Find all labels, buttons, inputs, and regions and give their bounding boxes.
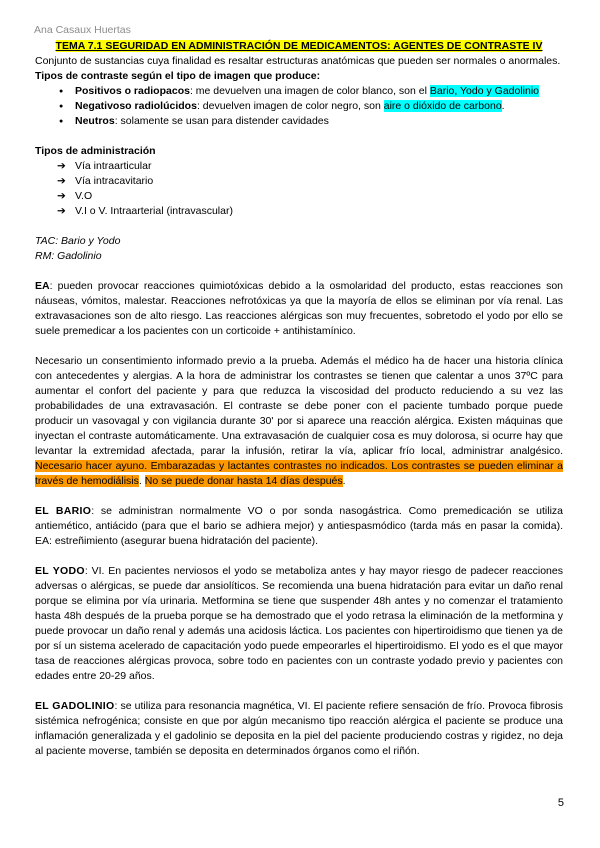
admin-item-text: V.I o V. Intraarterial (intravascular) [75,205,233,217]
modality-tac: TAC: Bario y Yodo [35,235,121,247]
types-heading: Tipos de contraste según el tipo de imagen que produce: [35,70,321,82]
document-page [35,23,563,759]
donation-highlight: No se puede donar hasta 14 días después [144,475,343,487]
ea-text: : pueden provocar reacciones quimiotóxicas debido a la osmolaridad del producto, estas reacciones son náuseas, vómitos, malestar. Reacciones nefrotóxicas ya que la mayoría de ellos se eliminan por vía renal. Las extravasaciones son de alto riesgo. Las reacciones alérgicas son muy frecuentes, sobretodo el yodo por ello se suele premedicar a los pacientes con un corticoide + antihistamínico. [35,280,563,337]
type-highlight: aire o dióxido de carbono [383,100,502,112]
list-item [75,99,563,114]
page-number: 5 [557,797,564,809]
type-tail: . [501,100,505,112]
gadolinio-label: EL GADOLINIO [35,700,115,712]
gadolinio-paragraph [35,699,563,759]
bario-label: EL BARIO [35,505,92,517]
admin-item-text: V.O [75,190,93,202]
arrow-icon: ➔ [57,205,66,217]
type-highlight: Bario, Yodo y Gadolinio [429,85,540,97]
title-block [35,39,563,54]
separator-text: . [138,475,145,487]
list-item [57,189,563,204]
modality-rm: RM: Gadolinio [35,250,102,262]
list-item [57,204,563,219]
intro-paragraph: Conjunto de sustancias cuya finalidad es resaltar estructuras anatómicas que pueden ser normales o anormales. [35,55,561,67]
admin-heading: Tipos de administración [35,145,156,157]
pregnancy-highlight: Embarazadas y lactantes contrastes no indicados. Los contrastes se pueden eliminar a través de hemodiálisis [35,460,563,487]
arrow-icon: ➔ [57,175,66,187]
admin-list [35,159,563,219]
type-text: : me devuelven una imagen de color blanco, son el [189,85,430,97]
ea-paragraph [35,279,563,339]
type-label: Neutros [75,115,115,127]
admin-item-text: Vía intraarticular [75,160,152,172]
author-name: Ana Casaux Huertas [34,24,131,36]
list-item [57,159,563,174]
consent-text: Necesario un consentimiento informado previo a la prueba. Además el médico ha de hacer una historia clínica con antecedentes y alergias. A la hora de administrar los contrastes se tienen que calentar a unos 37ºC para aumentar el confort del paciente y para que reduzca la viscosidad del producto reduciendo a su vez las probabilidades de una extravasación. El contraste se debe poner con el paciente tumbado porque puede producir un vasovagal y con vigilancia durante 30' por si aparece una reacción alérgica. Existen máquinas que inyectan el contraste automáticamente. Una extravasación de cualquier cosa es muy dolorosa, si ocurre hay que levantar la extremidad afectada, parar la infusión, retirar la vía, aplicar frío local, administrar analgésico. [35,355,563,457]
type-label: Negativoso radiolúcidos [75,100,197,112]
arrow-icon: ➔ [57,160,66,172]
list-item [75,114,563,129]
admin-item-text: Vía intracavitario [75,175,154,187]
list-item [57,174,563,189]
consent-paragraph [35,354,563,489]
fasting-highlight: Necesario hacer ayuno. [35,460,148,472]
list-item [75,84,563,99]
yodo-paragraph [35,564,563,684]
contrast-types-list [35,84,563,129]
end-text: . [342,475,346,487]
bario-paragraph [35,504,563,549]
type-text: : solamente se usan para distender cavidades [114,115,329,127]
type-text: : devuelven imagen de color negro, son [196,100,384,112]
arrow-icon: ➔ [57,190,66,202]
document-title: TEMA 7.1 SEGURIDAD EN ADMINISTRACIÓN DE MEDICAMENTOS: AGENTES DE CONTRASTE IV [55,40,543,52]
yodo-label: EL YODO [35,565,85,577]
bario-text: : se administran normalmente VO o por sonda nasogástrica. Como premedicación se utiliza antiemético, antiácido (para que el bario se adhiera mejor) y antiespasmódico (tarda más en pasar la comida). EA: estreñimiento (asegurar buena hidratación del paciente). [35,505,563,547]
ea-label: EA [35,280,50,292]
type-label: Positivos o radiopacos [75,85,190,97]
gadolinio-text: : se utiliza para resonancia magnética, VI. El paciente refiere sensación de frío. Provoca fibrosis sistémica nefrogénica; consiste en que por algún mecanismo tipo reacción alérgica el paciente se produce una inflamación generalizada y el gadolinio se deposita en la piel del paciente produciendo costras y rigidez, no deja al paciente moverse, también se deposita en determinados órganos como el riñón. [35,700,563,757]
yodo-text: : VI. En pacientes nerviosos el yodo se metaboliza antes y hay mayor riesgo de padecer reacciones adversas o alérgicas, se puede dar ansiolíticos. Se recomienda una buena hidratación para evitar un daño renal porque se elimina por vía urinaria. Metformina se tiene que suspender 48h antes y no comenzar el tratamiento hasta 48h después de la prueba porque se ha demostrado que el yodo retrasa la eliminación de la metformina y puede provocar un daño renal y además una acidosis láctica. Los pacientes con hipertiroidismo que tienen ya de por sí un sistema acelerado de capacitación yodo puede empeorarles el hipertiroidismo. El yodo es el que mayor tasa de reacciones alérgicas provoca, sobre todo en pacientes con un contraste yodado previo y pacientes con edades entre 20-29 años. [35,565,563,682]
